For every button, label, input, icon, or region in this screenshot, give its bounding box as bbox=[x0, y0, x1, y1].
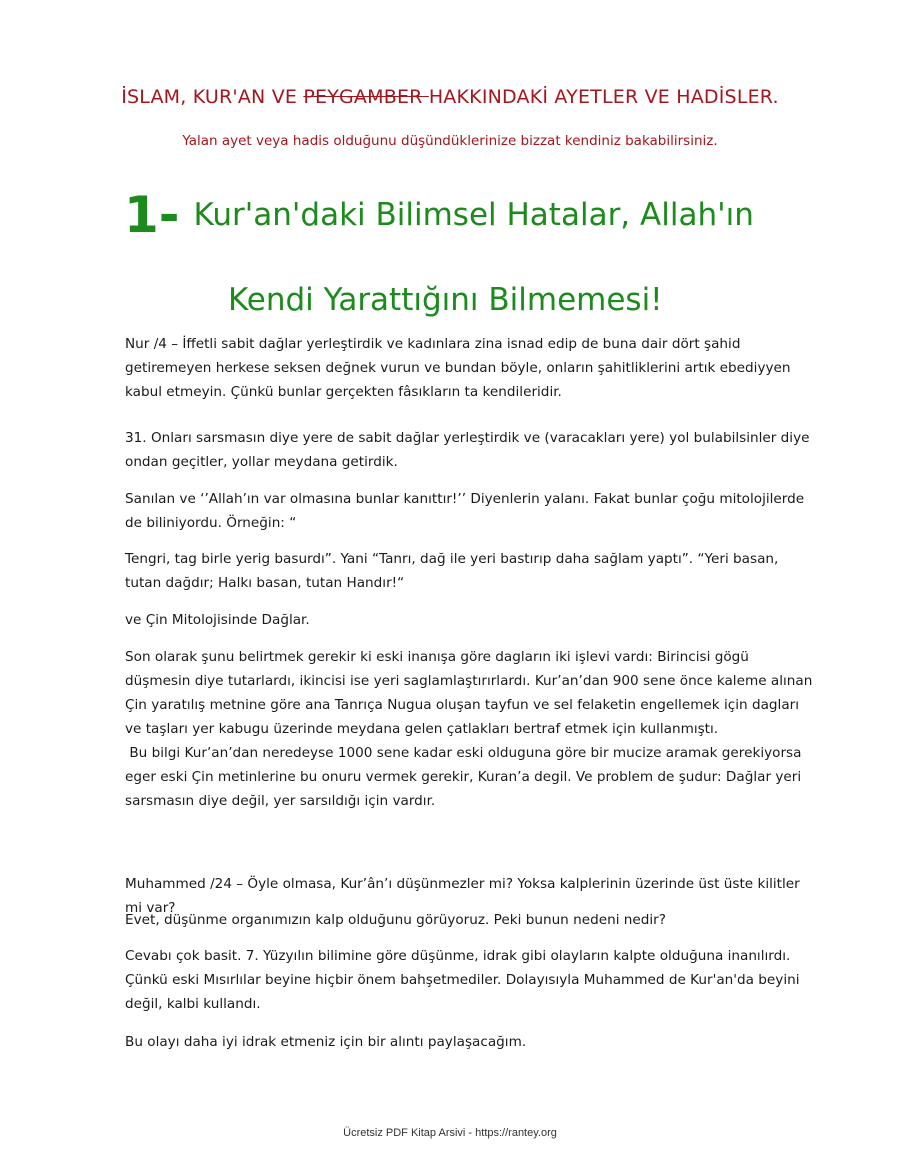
paragraph: Bu olayı daha iyi idrak etmeniz için bir alıntı paylaşacağım. bbox=[125, 1034, 527, 1050]
title-struck-word: PEYGAMBER bbox=[303, 86, 429, 108]
section-heading bbox=[124, 186, 754, 244]
paragraph: Nur /4 – İffetli sabit dağlar yerleştirdik ve kadınlara zina isnad edip de buna dair dört şahid getiremeyen herkese seksen değnek vurun ve bundan böyle, onların şahitliklerini artık ebediyyen kabul etmeyin. Çünkü bunlar gerçekten fâsıkların ta kendileridir. bbox=[125, 336, 791, 400]
paragraph: Bu bilgi Kur’an’dan neredeyse 1000 sene kadar eski olduguna göre bir mucize aramak gerekiyorsa eger eski Çin metinlerine bu onuru vermek gerekir, Kuran’a degil. Ve problem de şudur: Dağlar yeri sarsmasın diye değil, yer sarsıldığı için vardır. bbox=[125, 745, 806, 809]
paragraph: Cevabı çok basit. 7. Yüzyılın bilimine göre düşünme, idrak gibi olayların kalpte olduğuna inanılırdı. Çünkü eski Mısırlılar beyine hiçbir önem bahşetmediler. Dolayısıyla Muhammed de Kur'an'da beyini değil, kalbi kullandı. bbox=[125, 948, 800, 1012]
document-subtitle: Yalan ayet veya hadis olduğunu düşündüklerinize bizzat kendiniz bakabilirsiniz. bbox=[182, 133, 718, 149]
paragraph: Son olarak şunu belirtmek gerekir ki eski inanışa göre dagların iki işlevi vardı: Birincisi gögü düşmesin diye tutarlardı, ikincisi ise yeri saglamlaştırırlardı. Kur’an’dan 900 sene önce kaleme alınan Çin yaratılış metnine göre ana Tanrıça Nugua oluşan tayfun ve sel felaketin engellemek için dagları ve taşları yer kabugu üzerinde meydana gelen çatlakları bertraf etmek için kullanmıştı. bbox=[125, 649, 813, 737]
paragraph: Evet, düşünme organımızın kalp olduğunu görüyoruz. Peki bunun nedeni nedir? bbox=[125, 912, 666, 928]
paragraph: 31. Onları sarsmasın diye yere de sabit dağlar yerleştirdik ve (varacakları yere) yol bulabilsinler diye ondan geçitler, yollar meydana getirdik. bbox=[125, 430, 810, 470]
title-part-2: HAKKINDAKİ AYETLER VE HADİSLER. bbox=[428, 86, 779, 108]
paragraph: Muhammed /24 – Öyle olmasa, Kur’ân’ı düşünmezler mi? Yoksa kalplerinin üzerinde üst üste kilitler mi var? bbox=[125, 876, 800, 916]
section-heading-line-1: Kur'an'daki Bilimsel Hatalar, Allah'ın bbox=[193, 197, 754, 233]
section-number: 1- bbox=[124, 186, 180, 244]
page-footer: Ücretsiz PDF Kitap Arsivi - https://rantey.org bbox=[343, 1127, 557, 1139]
paragraph: ve Çin Mitolojisinde Dağlar. bbox=[125, 612, 310, 628]
title-part-1: İSLAM, KUR'AN VE bbox=[121, 86, 304, 108]
document-title bbox=[0, 86, 900, 108]
section-heading-line-2: Kendi Yarattığını Bilmemesi! bbox=[228, 282, 663, 318]
paragraph: Tengri, tag birle yerig basurdı”. Yani “Tanrı, dağ ile yeri bastırıp daha sağlam yaptı”. “Yeri basan, tutan dağdır; Halkı basan, tutan Handır!“ bbox=[125, 551, 779, 591]
paragraph: Sanılan ve ‘’Allah’ın var olmasına bunlar kanıttır!’’ Diyenlerin yalanı. Fakat bunlar çoğu mitolojilerde de biliniyordu. Örneğin: “ bbox=[125, 491, 805, 531]
